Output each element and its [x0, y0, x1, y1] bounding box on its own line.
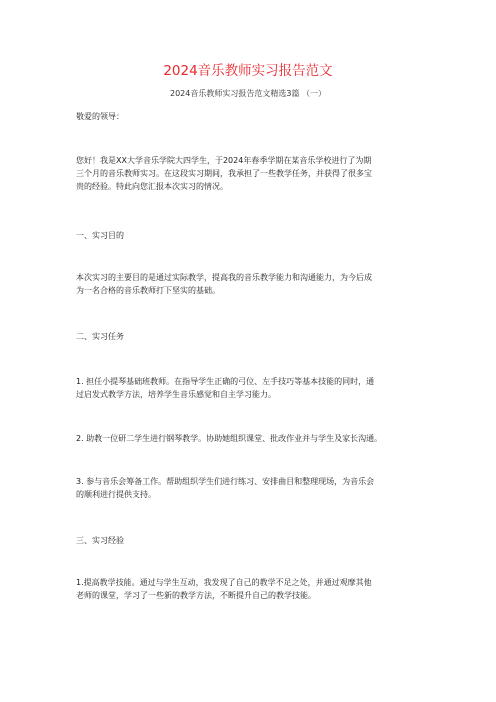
task-1-line-2: 过启发式教学方法，培养学生音乐感觉和自主学习能力。 [76, 390, 276, 399]
task-3-line-1: 3. 参与音乐会筹备工作。帮助组织学生们进行练习、安排曲目和整理现场，为音乐会 [76, 477, 375, 486]
purpose-line-2: 为一名合格的音乐教师打下坚实的基础。 [76, 286, 220, 295]
document-title: 2024音乐教师实习报告范文 [163, 63, 333, 79]
intro-line-2: 三个月的音乐教师实习。在这段实习期间，我承担了一些教学任务，并获得了很多宝 [76, 169, 372, 178]
document-subtitle: 2024音乐教师实习报告范文精选3篇 （一） [170, 89, 326, 98]
section-heading-tasks: 二、实习任务 [76, 332, 124, 341]
intro-line-3: 贵的经验。特此向您汇报本次实习的情况。 [76, 182, 228, 191]
greeting: 敬爱的领导： [76, 112, 124, 121]
task-3-line-2: 的顺利进行提供支持。 [76, 490, 156, 499]
section-heading-experience: 三、实习经验 [76, 536, 124, 545]
purpose-line-1: 本次实习的主要目的是通过实际教学，提高我的音乐教学能力和沟通能力，为今后成 [76, 273, 372, 282]
experience-1-line-1: 1.提高教学技能。通过与学生互动，我发现了自己的教学不足之处，并通过观摩其他 [76, 578, 372, 587]
task-2-line-1: 2. 助教一位研二学生进行钢琴教学。协助她组织课堂、批改作业并与学生及家长沟通。 [76, 434, 383, 443]
section-heading-purpose: 一、实习目的 [76, 231, 124, 240]
task-1-line-1: 1. 担任小提琴基础班教师。在指导学生正确的弓位、左手技巧等基本技能的同时，通 [76, 377, 375, 386]
intro-line-1: 您好！我是XX大学音乐学院大四学生，于2024年春季学期在某音乐学校进行了为期 [76, 156, 372, 165]
experience-1-line-2: 老师的课堂，学习了一些新的教学方法，不断提升自己的教学技能。 [76, 591, 316, 600]
